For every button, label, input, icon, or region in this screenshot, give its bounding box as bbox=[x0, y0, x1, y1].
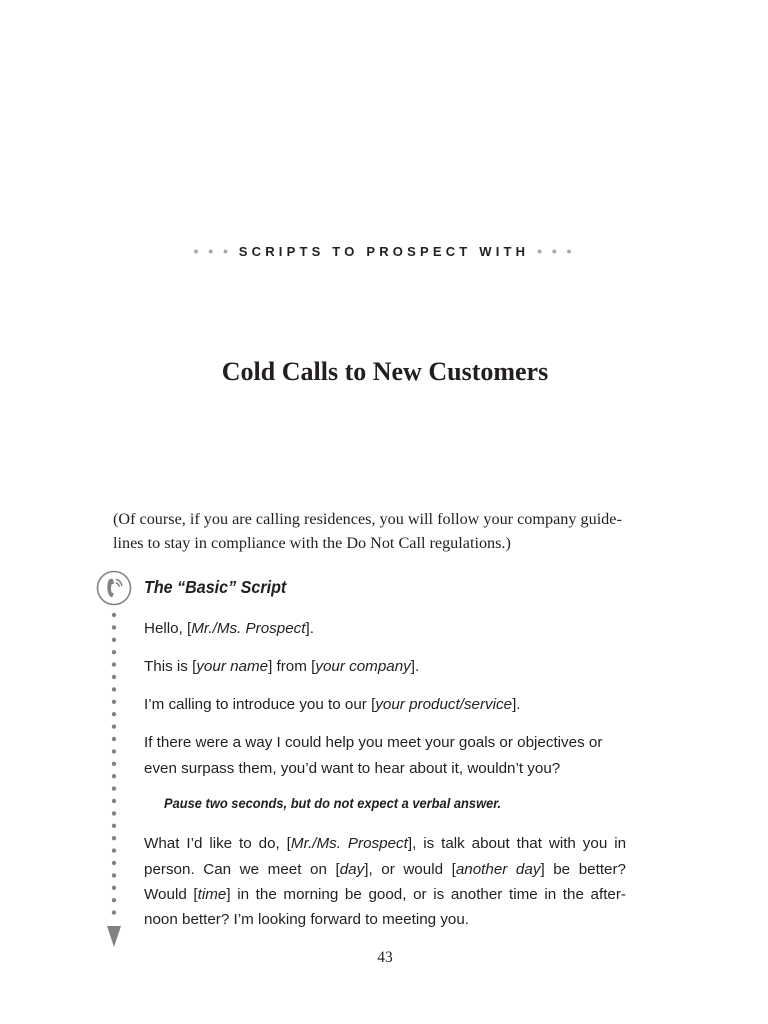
eyebrow-dots-left: • • • bbox=[193, 243, 231, 259]
script-close-line-1 bbox=[144, 831, 626, 857]
intro-note-line-1: (Of course, if you are calling residences, you will follow your company guide- bbox=[113, 510, 622, 528]
script-dotted-arrow bbox=[105, 607, 123, 951]
intro-note bbox=[113, 507, 661, 555]
script-close-line-4: noon better? I’m looking forward to meeting you. bbox=[144, 911, 470, 928]
script-greeting bbox=[144, 616, 314, 642]
close-text-3: person. Can we meet on [ bbox=[144, 861, 340, 878]
placeholder-your-name: your name bbox=[196, 658, 269, 675]
introduce-self-text-1: This is [ bbox=[144, 658, 197, 675]
greeting-text-1: Hello, [ bbox=[144, 620, 192, 637]
close-text-5: ] be better? bbox=[540, 861, 626, 878]
close-placeholder-prospect: Mr./Ms. Prospect bbox=[290, 835, 408, 852]
close-text-6: Would [ bbox=[144, 886, 198, 903]
placeholder-your-company: your company bbox=[315, 658, 411, 675]
eyebrow-dots-right: • • • bbox=[537, 243, 575, 259]
stage-direction: Pause two seconds, but do not expect a verbal answer. bbox=[164, 795, 502, 811]
chapter-title: Cold Calls to New Customers bbox=[221, 357, 549, 386]
script-question-line-2: even surpass them, you’d want to hear about it, wouldn’t you? bbox=[144, 760, 561, 777]
intro-note-line-2: lines to stay in compliance with the Do Not Call regulations.) bbox=[113, 534, 511, 552]
close-placeholder-day: day bbox=[339, 861, 365, 878]
greeting-text-2: ]. bbox=[305, 620, 314, 637]
introduce-offer-text-2: ]. bbox=[512, 696, 521, 713]
eyebrow-label: SCRIPTS TO PROSPECT WITH bbox=[238, 244, 530, 259]
phone-icon bbox=[96, 570, 132, 606]
introduce-self-text-2: ] from [ bbox=[268, 658, 316, 675]
script-close-line-3 bbox=[144, 882, 626, 908]
script-introduce-self bbox=[144, 654, 419, 680]
close-text-4: ], or would [ bbox=[364, 861, 456, 878]
introduce-offer-text-1: I’m calling to introduce you to our [ bbox=[144, 696, 376, 713]
section-eyebrow bbox=[0, 243, 768, 259]
close-text-1: What I’d like to do, [ bbox=[144, 835, 291, 852]
script-heading: The “Basic” Script bbox=[144, 577, 287, 597]
page-number: 43 bbox=[377, 949, 393, 966]
placeholder-product-service: your product/service bbox=[375, 696, 513, 713]
close-placeholder-time: time bbox=[197, 886, 227, 903]
script-close-line-2 bbox=[144, 857, 626, 883]
script-introduce-offer bbox=[144, 692, 521, 718]
close-text-7: ] in the morning be good, or is another time in the after- bbox=[226, 886, 626, 903]
introduce-self-text-3: ]. bbox=[410, 658, 420, 675]
greeting-placeholder-prospect: Mr./Ms. Prospect bbox=[191, 620, 306, 637]
close-placeholder-another-day: another day bbox=[455, 861, 541, 878]
close-text-2: ], is talk about that with you in bbox=[407, 835, 627, 852]
script-question-line-1: If there were a way I could help you meet your goals or objectives or bbox=[144, 734, 603, 751]
